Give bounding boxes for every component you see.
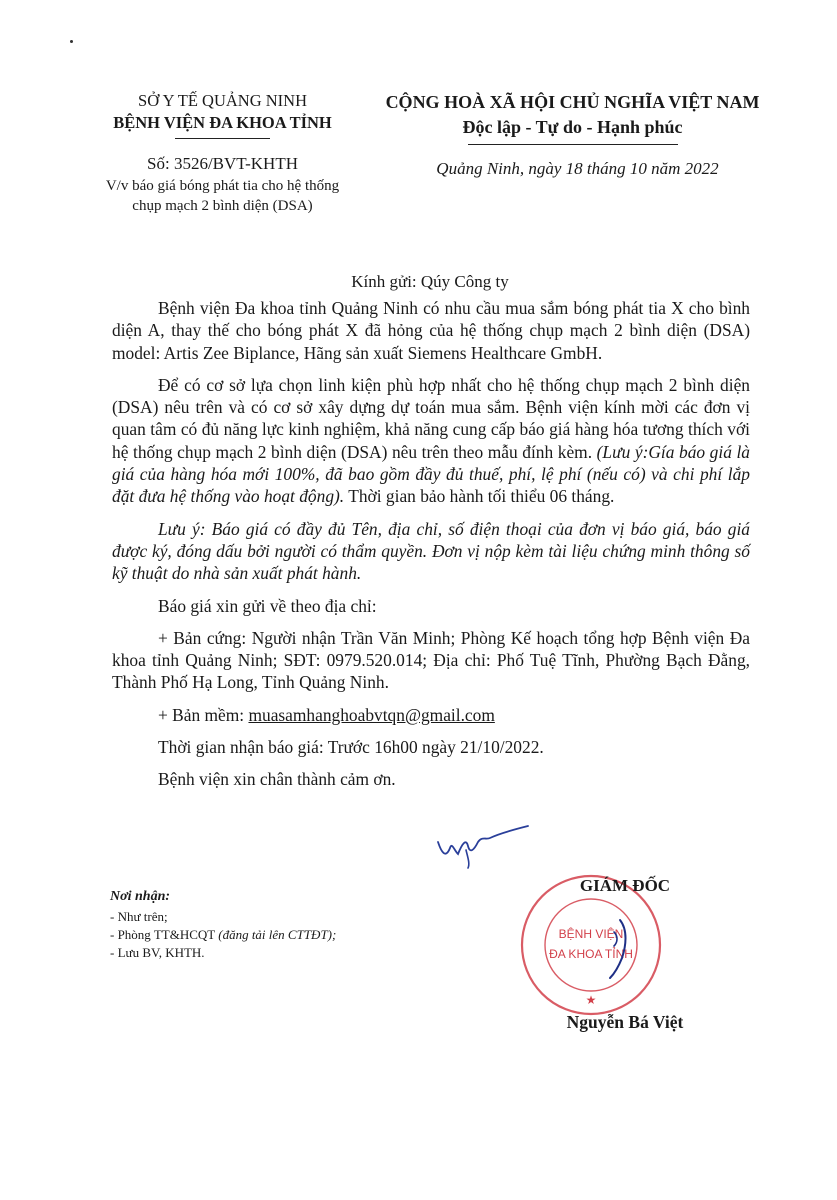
invitation-text: Để có cơ sở lựa chọn linh kiện phù hợp nhất cho hệ thống chụp mạch 2 bình diện (DSA) nêu trên và có cơ sở xây dựng dự toán mua sắm. Bệnh viện kính mời các đơn vị quan tâm có đủ năng lực kinh nghiệm, khả năng cung cấp báo giá hàng hóa tương thích với hệ thống chụp mạch 2 bình diện (DSA) nêu trên theo mẫu đính kèm. [112, 374, 750, 462]
paragraph-request: Bệnh viện Đa khoa tỉnh Quảng Ninh có nhu cầu mua sắm bóng phát tia X cho bình diện A, thay thế cho bóng phát X đã hỏng của hệ thống chụp mạch 2 bình diện (DSA) model: Artis Zee Biplance, Hãng sản xuất Siemens Healthcare GmbH. [112, 298, 750, 363]
initial-signature-icon [432, 820, 532, 870]
scan-speck [70, 40, 73, 43]
softcopy-label: + Bản mềm: [158, 704, 249, 725]
national-header [370, 90, 775, 145]
paragraph-invitation [112, 374, 750, 508]
org-parent: SỞ Y TẾ QUẢNG NINH [138, 91, 307, 110]
document-number: Số: 3526/BVT-KHTH [147, 154, 298, 173]
paragraph-softcopy [112, 704, 750, 726]
paragraph-hardcopy: + Bản cứng: Người nhận Trần Văn Minh; Phòng Kế hoạch tổng hợp Bệnh viện Đa khoa tỉnh Quảng Ninh; SĐT: 0979.520.014; Địa chỉ: Phố Tuệ Tĩnh, Phường Bạch Đằng, Thành Phố Hạ Long, Tỉnh Quảng Ninh. [112, 627, 750, 693]
recipient-item: - Như trên; [110, 909, 168, 924]
subject-line-1: V/v báo giá bóng phát tia cho hệ thống [105, 178, 340, 194]
recipients-block [110, 888, 450, 962]
price-note: (Lưu ý:Gía báo giá là giá của hàng hóa mới 100%, đã bao gồm đầy đủ thuế, phí, lệ phí (nếu có) và chi phí lắp đặt đưa hệ thống vào hoạt động). [112, 441, 750, 507]
recipient-item: - Lưu BV, KHTH. [110, 945, 205, 960]
letter-body [112, 297, 750, 801]
stamp-text-bottom: ĐA KHOA TỈNH [549, 947, 633, 961]
warranty-text: Thời gian bảo hành tối thiểu 06 tháng. [348, 486, 615, 507]
recipient-item-prefix: - Phòng TT&HCQT [110, 927, 219, 942]
subject-block [80, 176, 365, 216]
signer-title: GIÁM ĐỐC [579, 876, 671, 895]
paragraph-note: Lưu ý: Báo giá có đầy đủ Tên, địa chỉ, số điện thoại của đơn vị báo giá, báo giá được ký, đóng dấu bởi người có thẩm quyền. Đơn vị nộp kèm tài liệu chứng minh thông số kỹ thuật do nhà sản xuất phát hành. [112, 518, 750, 584]
issuer-underline [175, 138, 270, 139]
recipient-item [110, 926, 450, 944]
subject-line-2: chụp mạch 2 bình diện (DSA) [132, 198, 313, 214]
stamp-text-top: BỆNH VIỆN [558, 927, 624, 941]
greeting: Kính gửi: Qúy Công ty [351, 272, 509, 291]
motto-underline [468, 144, 678, 145]
issuer-block [80, 90, 365, 139]
recipient-item-note: (đăng tải lên CTTĐT); [218, 927, 337, 942]
paragraph-deadline: Thời gian nhận báo giá: Trước 16h00 ngày 21/10/2022. [158, 737, 544, 758]
motto: Độc lập - Tự do - Hạnh phúc [462, 117, 683, 137]
national-title: CỘNG HOÀ XÃ HỘI CHỦ NGHĨA VIỆT NAM [385, 92, 760, 112]
email-link[interactable]: muasamhanghoabvtqn@gmail.com [248, 704, 495, 725]
org-name: BỆNH VIỆN ĐA KHOA TỈNH [113, 113, 332, 132]
recipients-heading: Nơi nhận: [110, 889, 171, 904]
paragraph-thanks: Bệnh viện xin chân thành cảm ơn. [158, 769, 396, 790]
place-date: Quảng Ninh, ngày 18 tháng 10 năm 2022 [436, 159, 719, 178]
svg-text:★: ★ [585, 993, 597, 1007]
signer-name: Nguyễn Bá Việt [566, 1012, 684, 1032]
paragraph-address-intro: Báo giá xin gửi về theo địa chỉ: [158, 595, 377, 616]
